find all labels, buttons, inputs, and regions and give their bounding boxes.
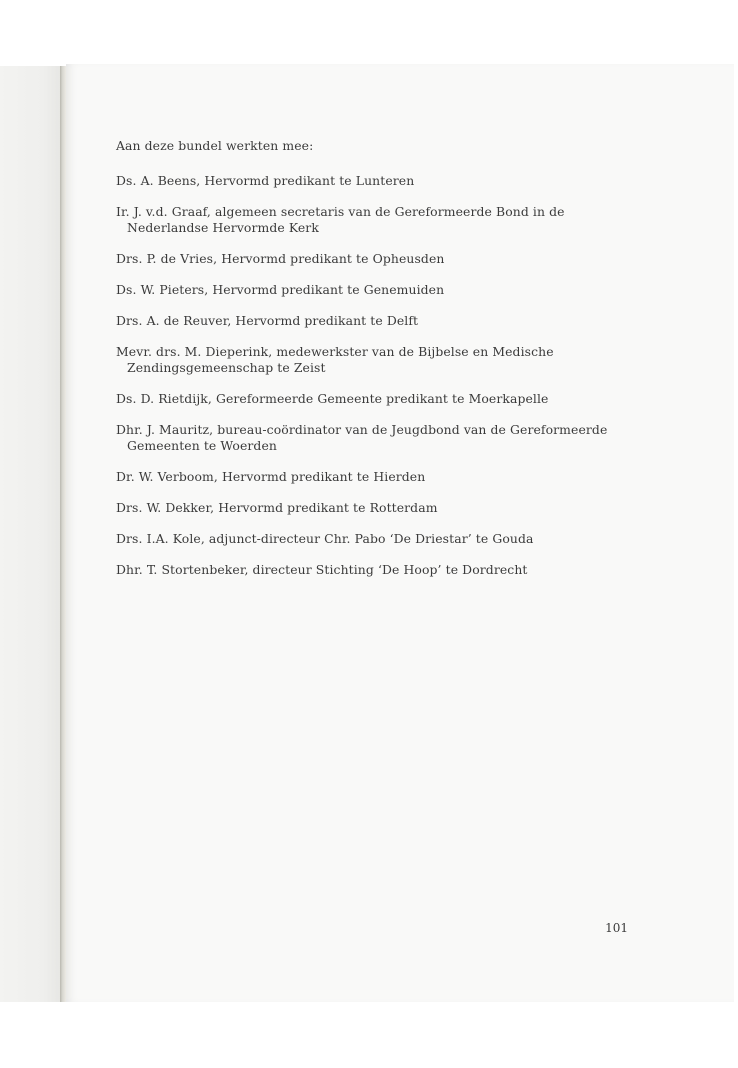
contributor-entry: Dhr. J. Mauritz, bureau-coördinator van de Jeugdbond van de Gereformeerde Gemeenten te Woerden — [116, 422, 608, 453]
contributor-entry: Ds. D. Rietdijk, Gereformeerde Gemeente predikant te Moerkapelle — [116, 391, 549, 406]
contributor-entry: Drs. P. de Vries, Hervormd predikant te Opheusden — [116, 251, 445, 266]
contributor-entry: Dr. W. Verboom, Hervormd predikant te Hierden — [116, 469, 426, 484]
contributor-entry: Drs. I.A. Kole, adjunct-directeur Chr. Pabo ‘De Driestar’ te Gouda — [116, 531, 534, 546]
page-number: 101 — [605, 921, 628, 935]
contributor-entry: Ds. W. Pieters, Hervormd predikant te Genemuiden — [116, 282, 445, 297]
contributor-entry: Mevr. drs. M. Dieperink, medewerkster van de Bijbelse en Medische Zendingsgemeenschap te Zeist — [116, 344, 554, 375]
contributor-entry: Dhr. T. Stortenbeker, directeur Stichting ‘De Hoop’ te Dordrecht — [116, 562, 528, 577]
contributor-entry: Ds. A. Beens, Hervormd predikant te Lunteren — [116, 173, 415, 188]
section-heading: Aan deze bundel werkten mee: — [116, 138, 314, 153]
book-page — [66, 64, 734, 1002]
contributors-list — [116, 173, 646, 578]
contributor-entry: Ir. J. v.d. Graaf, algemeen secretaris van de Gereformeerde Bond in de Nederlandse Hervormde Kerk — [116, 204, 565, 235]
contributors-section — [116, 137, 646, 593]
facing-page-edge — [0, 66, 62, 1002]
contributor-entry: Drs. A. de Reuver, Hervormd predikant te Delft — [116, 313, 419, 328]
contributor-entry: Drs. W. Dekker, Hervormd predikant te Rotterdam — [116, 500, 438, 515]
